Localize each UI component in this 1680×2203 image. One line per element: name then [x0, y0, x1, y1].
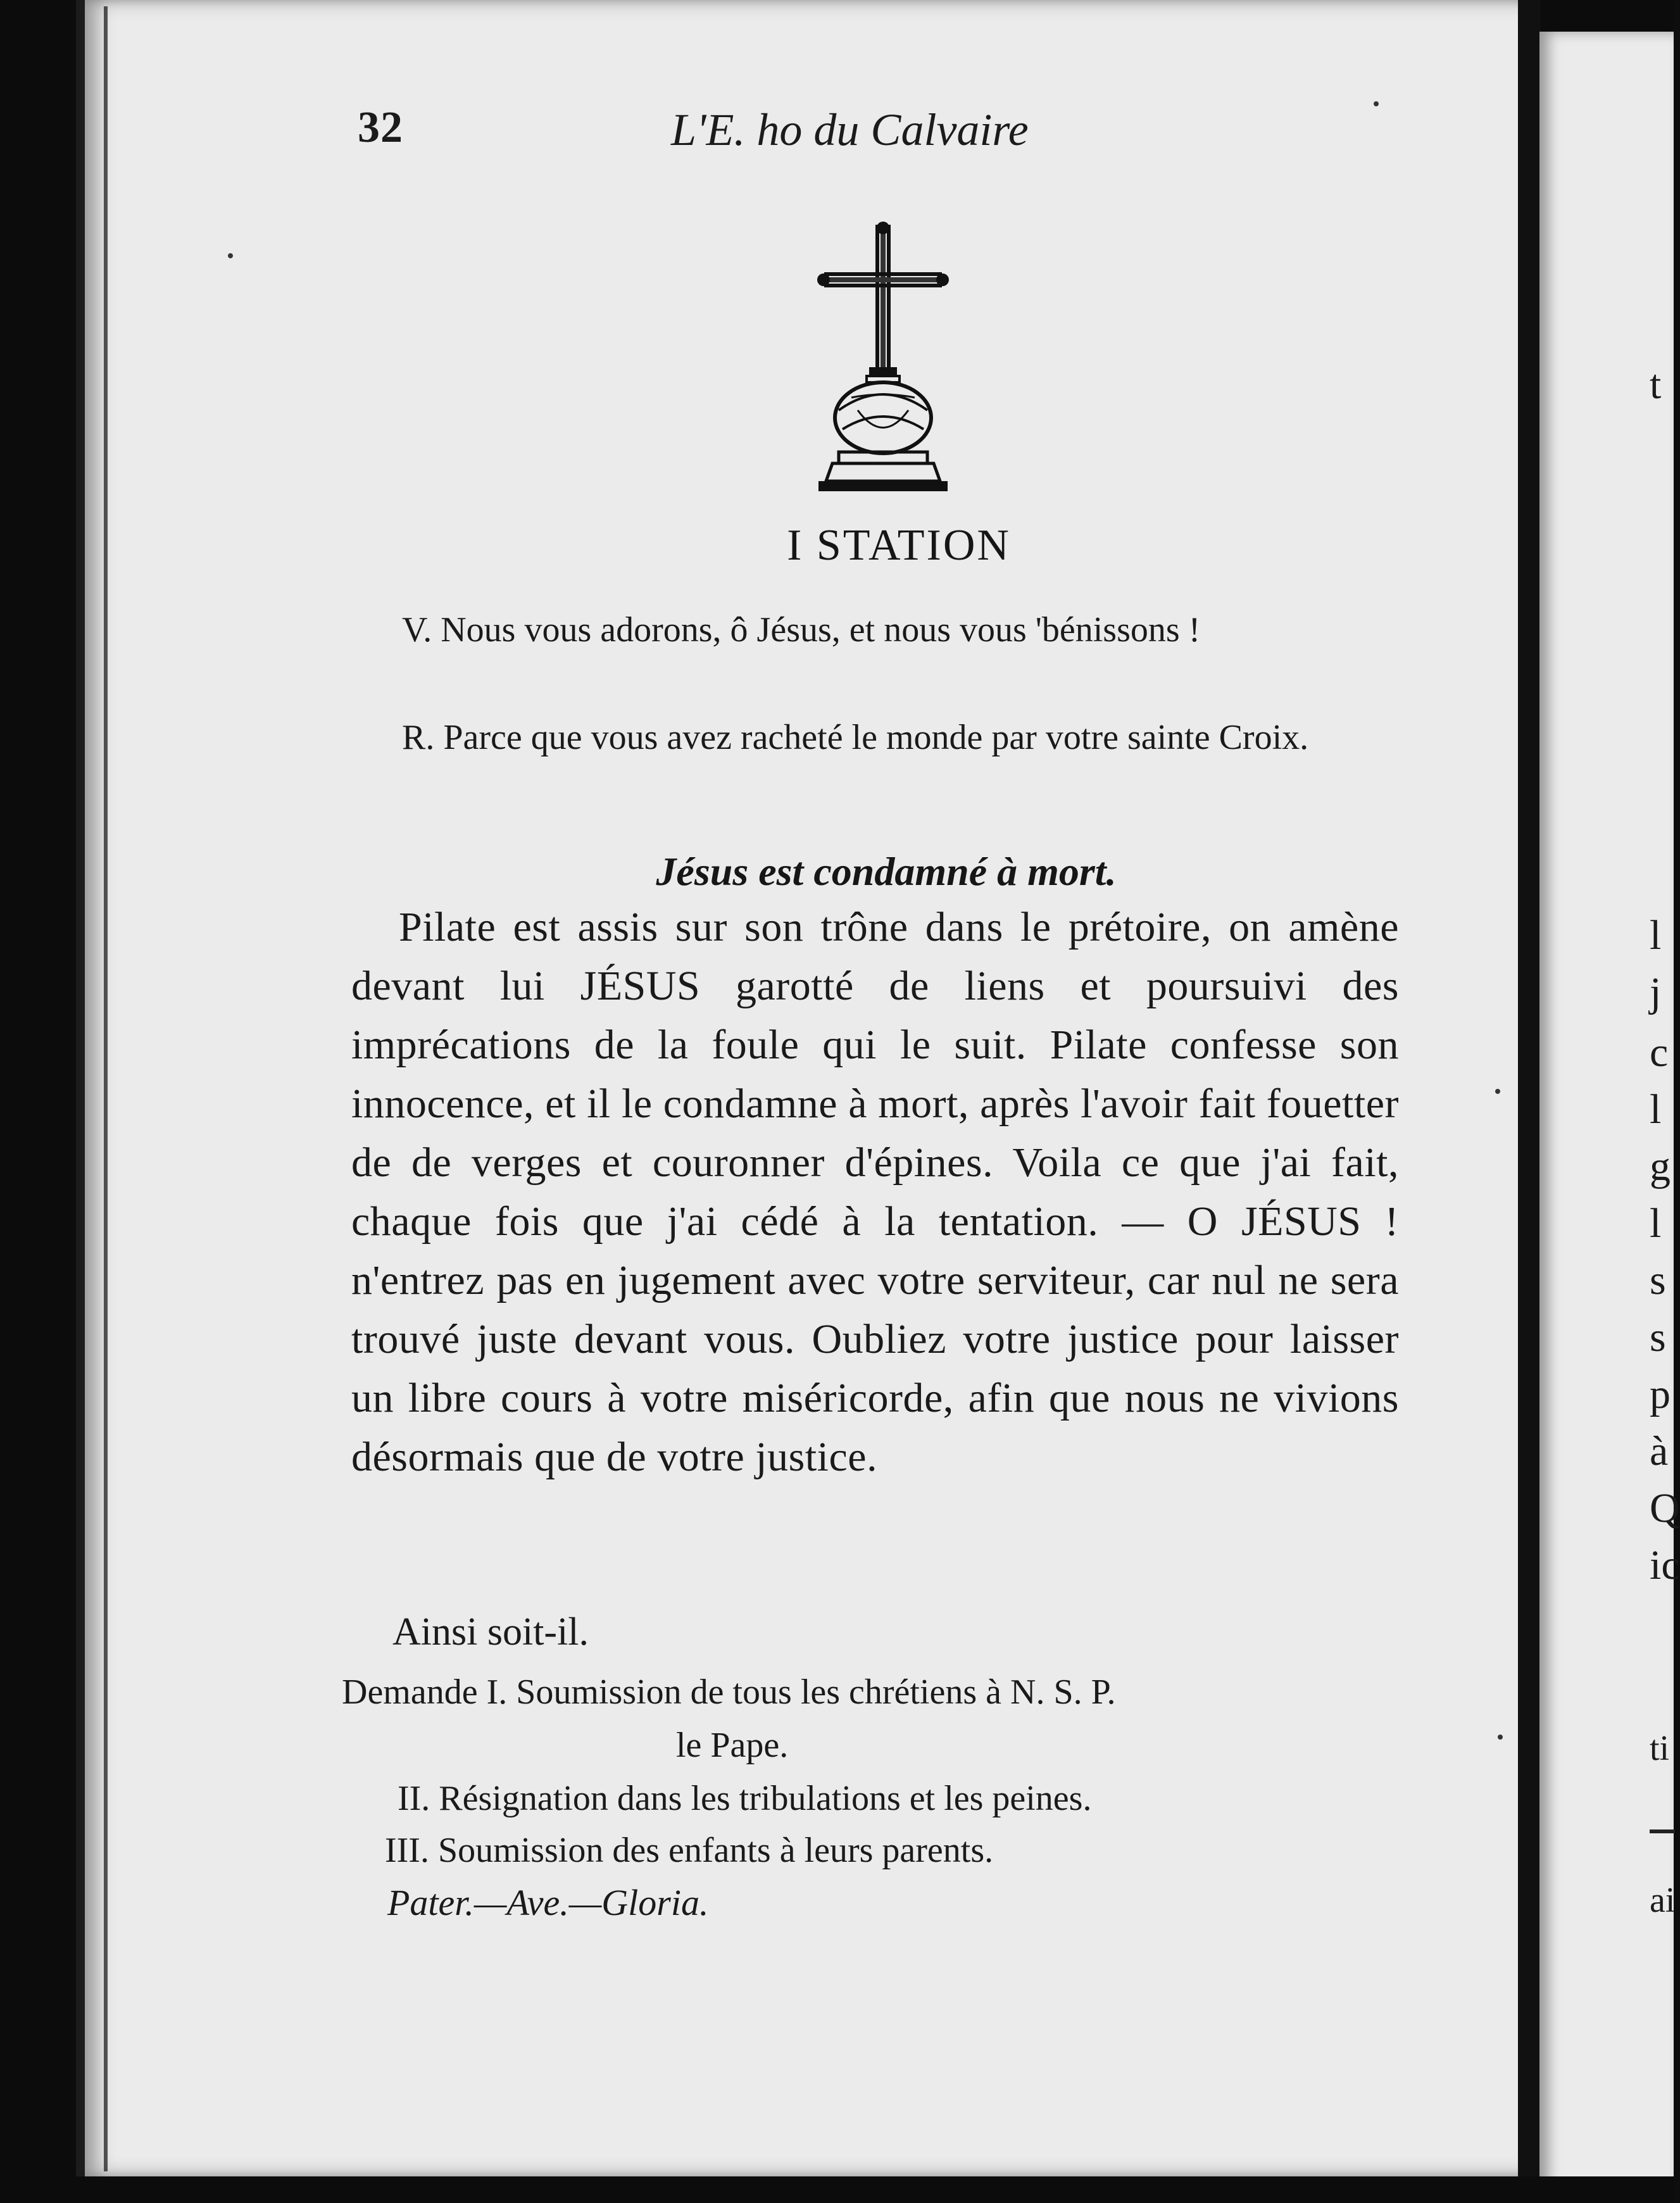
response-text: R. Parce que vous avez racheté le monde par votre sainte Croix.: [402, 718, 1309, 757]
facing-fragment: t: [1650, 361, 1662, 408]
facing-fragment: l: [1650, 1086, 1662, 1133]
facing-fragment: ai: [1650, 1881, 1676, 1920]
prayers-line: Pater.—Ave.—Gloria.: [387, 1882, 709, 1923]
book-gutter: [1518, 0, 1541, 2203]
petition-first-continued: le Pape.: [676, 1726, 789, 1765]
petition-third: III. Soumission des enfants à leurs parents.: [385, 1831, 994, 1870]
facing-fragment: c: [1650, 1029, 1669, 1076]
scan-bottom-border: [0, 2176, 1674, 2203]
facing-rule: [1650, 1830, 1675, 1833]
facing-fragment: l: [1650, 912, 1662, 958]
scan-speck: [1495, 1089, 1500, 1094]
petition-first: Demande I. Soumission de tous les chrétiens à N. S. P.: [342, 1673, 1116, 1712]
cross-on-pedestal-icon: [813, 220, 953, 499]
facing-fragment: ic: [1650, 1542, 1680, 1588]
facing-fragment: l: [1650, 1200, 1662, 1246]
facing-fragment: s: [1650, 1314, 1666, 1360]
scan-speck: [1374, 101, 1379, 106]
page-binding-edge: [104, 6, 108, 2171]
facing-page: [1539, 32, 1680, 2203]
facing-fragment: à: [1650, 1428, 1669, 1474]
scan-speck: [1498, 1735, 1503, 1740]
facing-fragment: ti: [1650, 1729, 1670, 1768]
petition-second: II. Résignation dans les tribulations et les peines.: [398, 1779, 1092, 1818]
meditation-body: Pilate est assis sur son trône dans le prétoire, on amène devant lui JÉSUS garotté de liens et poursuivi des imprécations de la foule qui le suit. Pilate confesse son innocence, et il le condamne à mort, après l'avoir fait fouetter de de verges et couronner d'épines. Voila ce que j'ai fait, chaque fois que j'ai cédé à la tentation. — O JÉSUS ! n'entrez pas en jugement avec votre serviteur, car nul ne sera trouvé juste devant vous. Oubliez votre justice pour laisser un libre cours à votre miséricorde, afin que nous ne vivions désormais que de votre justice.: [351, 904, 1399, 1480]
facing-fragment: g: [1650, 1143, 1671, 1189]
facing-fragment: j: [1650, 969, 1662, 1015]
running-title: L'E. ho du Calvaire: [671, 104, 1029, 155]
facing-fragment: s: [1650, 1257, 1666, 1303]
meditation-title: Jésus est condamné à mort.: [656, 849, 1117, 894]
scan-speck: [228, 253, 233, 258]
station-heading: I STATION: [787, 521, 1011, 570]
versicle-text: V. Nous vous adorons, ô Jésus, et nous vous 'bénissons !: [402, 610, 1201, 650]
page-number: 32: [358, 103, 403, 152]
facing-fragment: p: [1650, 1371, 1671, 1417]
facing-fragment: Q: [1650, 1485, 1680, 1531]
amen-line: Ainsi soit-il.: [392, 1610, 589, 1654]
